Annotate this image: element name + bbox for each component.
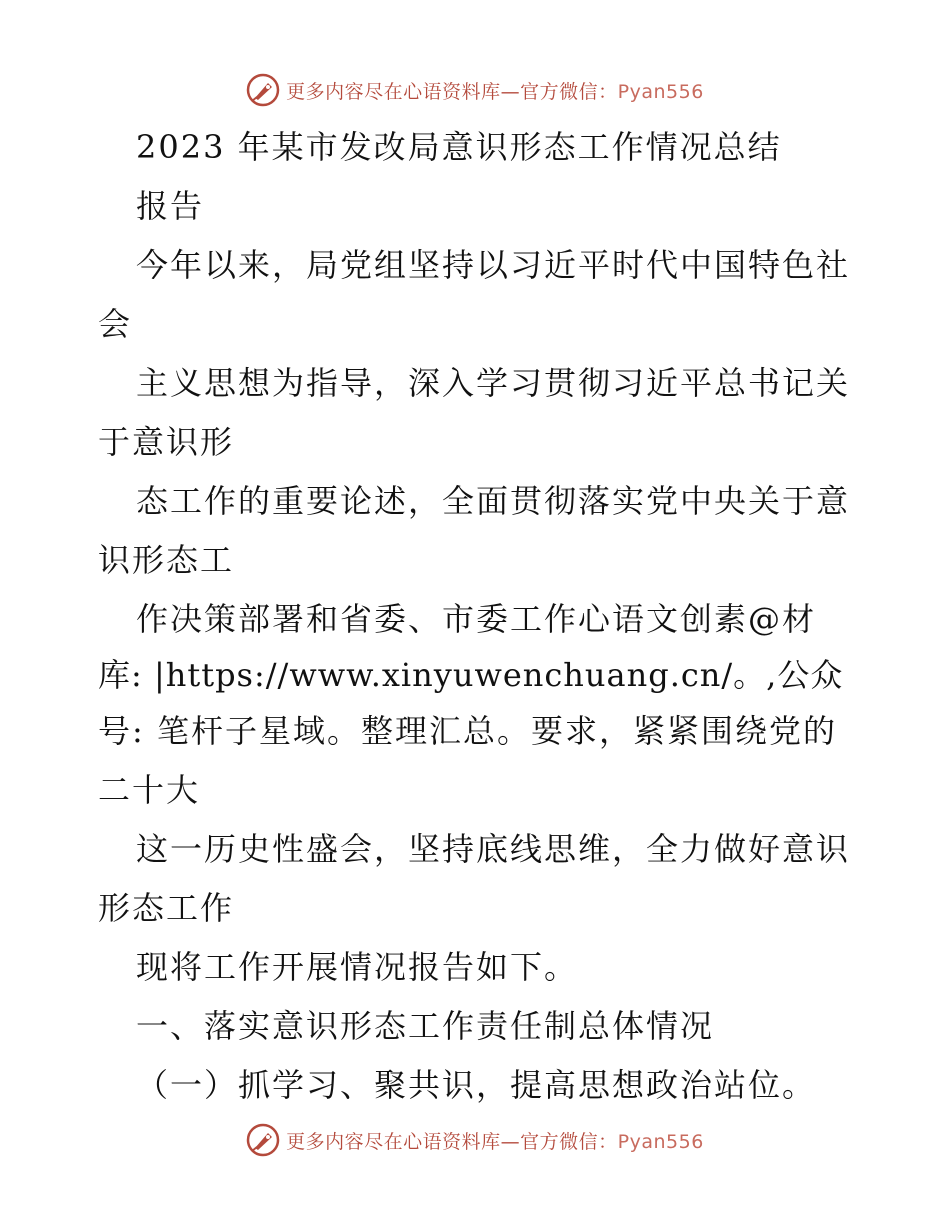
document-title-line-2: 报告 <box>136 187 205 225</box>
paragraph-line: 形态工作 <box>98 889 235 927</box>
paragraph-line-url: 库: |https://www.xinyuwenchuang.cn/。,公众 <box>98 656 844 694</box>
watermark-wechat-id: Pyan556 <box>617 80 704 103</box>
watermark-wechat-id: Pyan556 <box>617 1130 704 1153</box>
paragraph-line: 今年以来，局党组坚持以习近平时代中国特色社 <box>136 246 851 284</box>
paragraph-line: 这一历史性盛会，坚持底线思维，全力做好意识 <box>136 830 851 868</box>
paragraph-line: 二十大 <box>98 771 201 809</box>
paragraph-line: 态工作的重要论述，全面贯彻落实党中央关于意 <box>136 482 851 520</box>
paragraph-line: 主义思想为指导，深入学习贯彻习近平总书记关 <box>136 364 851 402</box>
watermark-text <box>286 1127 704 1154</box>
paragraph-line: 识形态工 <box>98 541 235 579</box>
paragraph-line: 会 <box>98 305 133 343</box>
section-heading: 一、落实意识形态工作责任制总体情况 <box>136 1007 715 1045</box>
watermark-label: 更多内容尽在心语资料库—官方微信： <box>286 80 618 103</box>
watermark-banner-bottom <box>0 1118 950 1162</box>
paragraph-line: 号: 笔杆子星域。整理汇总。要求，紧紧围绕党的 <box>98 712 837 750</box>
paragraph-line: 作决策部署和省委、市委工作心语文创素@材 <box>136 600 817 638</box>
pen-nib-logo-icon <box>246 1123 280 1157</box>
watermark-label: 更多内容尽在心语资料库—官方微信： <box>286 1130 618 1153</box>
paragraph-line: 于意识形 <box>98 423 235 461</box>
paragraph-line: 现将工作开展情况报告如下。 <box>136 948 579 986</box>
document-title-line-1: 2023 年某市发改局意识形态工作情况总结 <box>136 128 782 166</box>
subsection-heading: （一）抓学习、聚共识，提高思想政治站位。 <box>136 1066 817 1104</box>
